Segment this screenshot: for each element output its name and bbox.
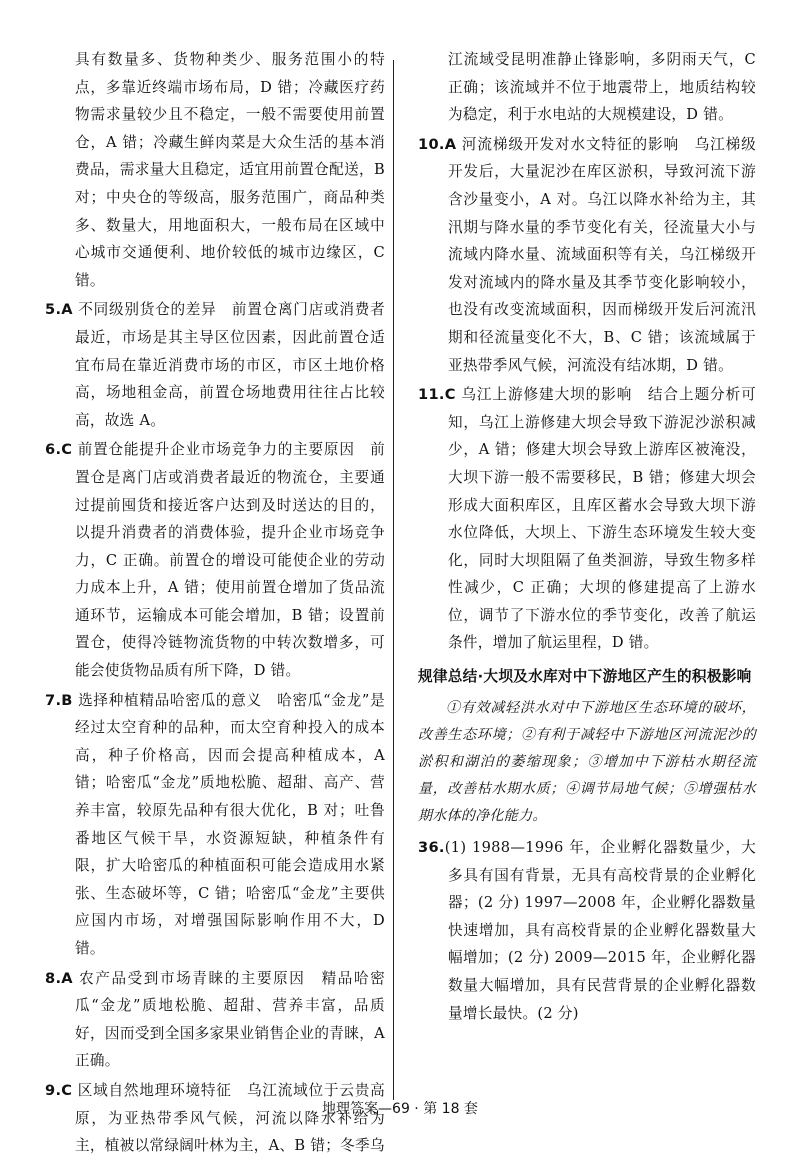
answer-number: 8.A [45, 969, 73, 987]
answer-number: 9.C [45, 1081, 73, 1099]
answer-text: (1) 1988—1996 年，企业孵化器数量少，大多具有国有背景，无具有高校背景的企业孵化器；(2 分) 1997—2008 年，企业孵化器数量快速增加，具有高校背景的企业孵化器数量大幅增加；(2 分) 2009—2015 年，企业孵化器数量大幅增加，具有民营背景的企业孵化器数量增长最快。(2 分) [444, 839, 756, 1022]
answer-text: 河流梯级开发对水文特征的影响 乌江梯级开发后，大量泥沙在库区淤积，导致河流下游含沙量变小，A 对。乌江以降水补给为主，其汛期与降水量的季节变化有关，径流量大小与流域内降水量、流域面积等有关，乌江梯级开发对流域内的降水量及其季节变化影响较小，也没有改变流域面积，因而梯级开发后河流汛期和径流量变化不大，B、C 错；该流域属于亚热带季风气候，河流没有结冰期，D 错。 [448, 135, 756, 374]
answer-7 [45, 687, 385, 963]
answer-number: 10.A [418, 135, 457, 153]
left-column [45, 46, 385, 1162]
answer-number: 36. [418, 839, 445, 857]
answer-number: 5.A [45, 301, 73, 319]
continued-answer-9: 江流域受昆明准静止锋影响，多阴雨天气，C 正确；该流域并不位于地震带上，地质结构较为稳定，利于水电站的大规模建设，D 错。 [448, 51, 756, 124]
answer-text: 区域自然地理环境特征 乌江流域位于云贵高原，为亚热带季风气候，河流以降水补给为主，植被以常绿阔叶林为主，A、B 错；冬季乌 [72, 1081, 385, 1155]
answer-9 [45, 1077, 385, 1160]
rule-summary-body: ①有效减轻洪水对中下游地区生态环境的破坏，改善生态环境；②有利于减轻中下游地区河流泥沙的淤积和湖泊的萎缩现象；③增加中下游枯水期径流量，改善枯水期水质；④调节局地气候；⑤增强枯水期水体的净化能力。 [418, 700, 756, 825]
answer-text: 不同级别货仓的差异 前置仓离门店或消费者最近，市场是其主导区位因素，因此前置仓适宜布局在靠近消费市场的市区，市区土地价格高，场地租金高，前置仓场地费用往往占比较高，故选 A。 [72, 301, 385, 429]
answer-text: 前置仓能提升企业市场竞争力的主要原因 前置仓是离门店或消费者最近的物流仓，主要通过提前囤货和接近客户达到及时送达的目的，以提升消费者的消费体验，提升企业市场竞争力，C 正确。前置仓的增设可能使企业的劳动力成本上升，A 错；使用前置仓增加了货品流通环节，运输成本可能会增加，B 错；设置前置仓，使得冷链物流货物的中转次数增多，可能会使货物品质有所下降，D 错。 [72, 441, 385, 680]
answer-10 [418, 131, 756, 379]
answer-number: 11.C [418, 386, 456, 404]
answer-text: 选择种植精品哈密瓜的意义 哈密瓜“金龙”是经过太空育种的品种，而太空育种投入的成本高，种子价格高，因而会提高种植成本，A 错；哈密瓜“金龙”质地松脆、超甜、高产、营养丰富，较原先品种有很大优化，B 对；吐鲁番地区气候干旱，水资源短缺，种植条件有限，扩大哈密瓜的种植面积可能会造成用水紧张、生态破坏等，C 错；哈密瓜“金龙”主要供应国内市场，对增强国际影响作用不大，D 错。 [72, 691, 385, 957]
continued-answer-4: 具有数量多、货物种类少、服务范围小的特点，多靠近终端市场布局，D 错；冷藏医疗药物需求量较少且不稳定，一般不需要使用前置仓，A 错；冷藏生鲜肉菜是大众生活的基本消费品，需求量大且稳定，适宜用前置仓配送，B 对；中央仓的等级高，服务范围广，商品种类多、数量大，用地面积大，一般布局在区域中心城市交通便利、地价较低的城市边缘区，C 错。 [75, 51, 385, 289]
answer-text: 乌江上游修建大坝的影响 结合上题分析可知，乌江上游修建大坝会导致下游泥沙淤积减少，A 错；修建大坝会导致上游库区被淹没，大坝下游一般不需要移民，B 错；修建大坝会形成大面积库区，且库区蓄水会导致大坝下游水位降低，大坝上、下游生态环境发生较大变化，同时大坝阻隔了鱼类洄游，导致生物多样性减少，C 正确；大坝的修建提高了上游水位，调节了下游水位的季节变化，改善了航运条件，增加了航运里程，D 错。 [448, 386, 756, 652]
answer-number: 6.C [45, 441, 73, 459]
column-divider [393, 60, 394, 1100]
answer-11 [418, 381, 756, 657]
right-column [418, 46, 756, 1029]
answer-36 [418, 834, 756, 1027]
rule-summary-title: 规律总结·大坝及水库对中下游地区产生的积极影响 [418, 668, 752, 686]
answer-number: 7.B [45, 691, 73, 709]
page-footer: 地理答案—69 · 第 18 套 [322, 1101, 478, 1117]
answer-5 [45, 296, 385, 434]
answer-8 [45, 965, 385, 1075]
answer-6 [45, 436, 385, 684]
answer-text: 农产品受到市场青睐的主要原因 精品哈密瓜“金龙”质地松脆、超甜、营养丰富，品质好，因而受到全国多家果业销售企业的青睐，A 正确。 [72, 969, 385, 1070]
